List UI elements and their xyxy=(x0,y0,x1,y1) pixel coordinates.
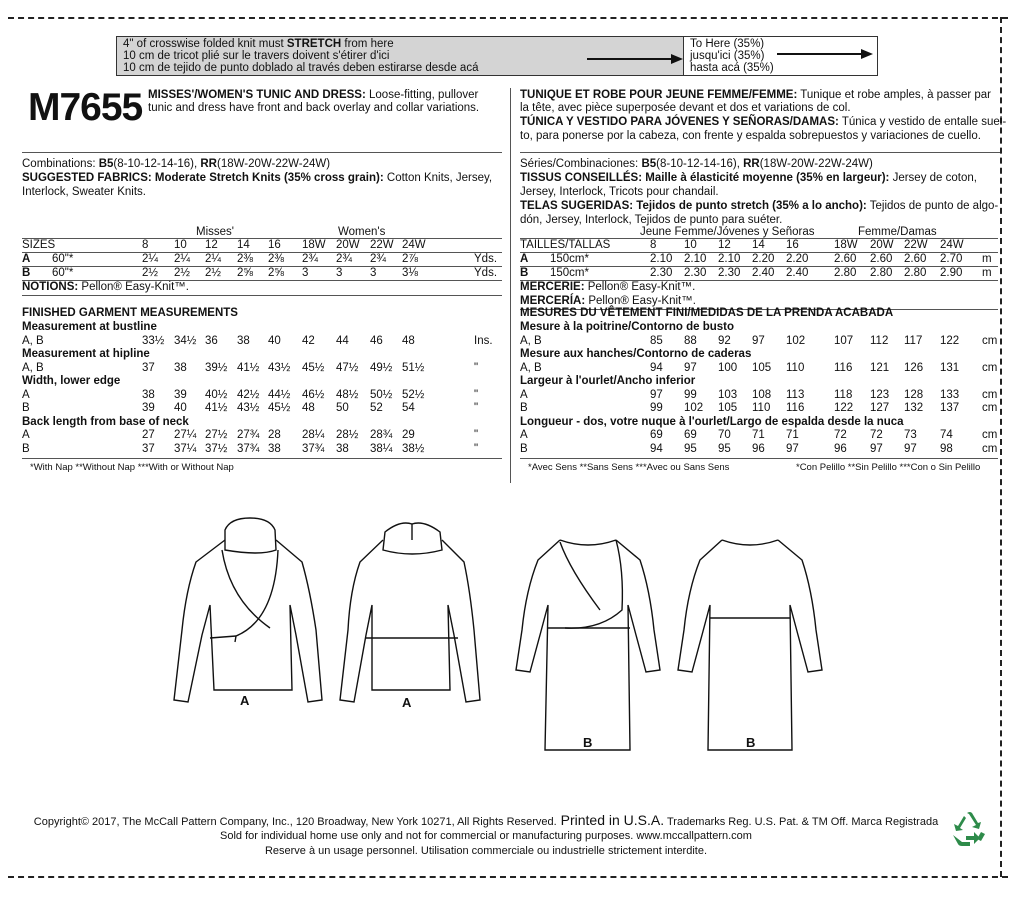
measure-cell: 112 xyxy=(870,334,889,347)
measure-cell: 94 xyxy=(650,442,663,455)
measure-cell: 52 xyxy=(370,402,383,414)
measure-cell: 118 xyxy=(834,388,853,401)
yardage-cell: 2.40 xyxy=(786,267,809,279)
title-es-line2: to, para ponerse por la cabeza, con frente y espalda sobrepuestos y variaciones de cuello. xyxy=(520,130,981,142)
measure-cell: 71 xyxy=(786,429,799,441)
yardage-cell: 2.30 xyxy=(718,267,741,279)
title-es: TÚNICA Y VESTIDO PARA JÓVENES Y SEÑORAS/DAMAS: Túnica y vestido de entalle suel- xyxy=(520,116,1007,128)
measure-view: A xyxy=(520,388,528,401)
measure-cell: 37¼ xyxy=(174,442,197,455)
stretch-gauge xyxy=(116,36,878,76)
fabrics-en: SUGGESTED FABRICS: Moderate Stretch Knits (35% cross grain): Cotton Knits, Jersey, xyxy=(22,172,493,184)
stretch-text-fr: 10 cm de tricot plié sur le travers doivent s'étirer d'ici xyxy=(123,50,390,62)
size-header: 24W xyxy=(402,239,426,251)
measure-cell: 127 xyxy=(870,402,890,414)
measure-cell: 28 xyxy=(268,429,281,441)
yardage-cell: 2.40 xyxy=(752,267,775,279)
stretch-gauge-bar xyxy=(117,37,684,75)
measure-cell: 73 xyxy=(904,429,917,441)
measure-cell: 95 xyxy=(718,442,731,455)
view-b-back-illustration xyxy=(678,540,822,750)
arrow-right-icon xyxy=(777,49,873,59)
unit-label: cm xyxy=(982,442,998,455)
size-header: 10 xyxy=(174,239,187,251)
measure-label: Measurement at bustline xyxy=(22,321,157,333)
usage-line-fr: Reserve à un usage personnel. Utilisation commerciale ou industrielle strictement interdite. xyxy=(264,845,708,857)
measure-cell: 105 xyxy=(718,402,738,414)
measure-cell: 41½ xyxy=(205,402,228,414)
stretch-text-es: 10 cm de tejido de punto doblado al través deben estirarse desde acá xyxy=(123,62,479,74)
unit-label: Ins. xyxy=(474,334,493,347)
stretch-to-es: hasta acá (35%) xyxy=(690,62,774,74)
measure-cell: 40 xyxy=(268,334,281,347)
yardage-cell: 2¾ xyxy=(370,253,386,265)
yardage-cell: 3⅛ xyxy=(402,267,418,279)
measure-cell: 102 xyxy=(684,402,704,414)
measure-cell: 29 xyxy=(402,429,415,441)
measure-cell: 28¾ xyxy=(370,429,393,441)
measure-cell: 131 xyxy=(940,361,960,374)
series: Séries/Combinaciones: B5(8-10-12-14-16), RR(18W-20W-22W-24W) xyxy=(520,158,873,170)
measure-cell: 33½ xyxy=(142,334,165,347)
measure-cell: 47½ xyxy=(336,361,359,374)
measure-cell: 98 xyxy=(940,442,953,455)
measure-label: Largeur à l'ourlet/Ancho inferior xyxy=(520,375,696,387)
yardage-cell: 2.30 xyxy=(684,267,707,279)
measure-cell: 108 xyxy=(752,388,772,401)
yardage-cell: 2.30 xyxy=(650,267,673,279)
measure-cell: 99 xyxy=(650,402,663,414)
telas-line2: dón, Jersey, Interlock, Tejidos de punto para suéter. xyxy=(520,214,783,226)
measure-label: Longueur - dos, votre nuque à l'ourlet/Largo de espalda desde la nuca xyxy=(520,415,904,428)
group-header: Women's xyxy=(338,226,386,238)
yardage-cell: 2.80 xyxy=(904,267,927,279)
stretch-text-en: 4" of crosswise folded knit must STRETCH from here xyxy=(123,38,394,50)
yardage-cell: 2.60 xyxy=(834,253,857,265)
view-label-b-front: B xyxy=(583,735,593,750)
view-label-a-front: A xyxy=(240,693,250,708)
fabric-width: 60"* xyxy=(52,267,74,279)
measure-cell: 38½ xyxy=(402,442,425,455)
yardage-cell: 2.10 xyxy=(718,253,741,265)
measure-cell: 97 xyxy=(786,442,799,455)
measure-cell: 48½ xyxy=(336,388,359,401)
fabric-width: 60"* xyxy=(52,253,74,265)
measure-cell: 37 xyxy=(142,442,155,455)
measure-cell: 96 xyxy=(752,442,765,455)
yardage-cell: 2⅞ xyxy=(402,253,418,265)
measure-cell: 37 xyxy=(142,361,155,374)
size-header: 20W xyxy=(336,239,360,251)
tissus-line2: Jersey, Interlock, Tricots pour chandail. xyxy=(520,186,719,198)
size-header: 24W xyxy=(940,239,964,251)
finished-title: FINISHED GARMENT MEASUREMENTS xyxy=(22,307,238,319)
measure-cell: 39 xyxy=(174,388,187,401)
measure-cell: 38 xyxy=(237,334,250,347)
measure-view: A, B xyxy=(520,334,542,347)
size-header: 14 xyxy=(752,239,765,251)
stretch-to-en: To Here (35%) xyxy=(690,38,765,50)
yardage-cell: 2.60 xyxy=(904,253,927,265)
measure-cell: 44½ xyxy=(268,388,291,401)
size-header: 16 xyxy=(786,239,799,251)
unit-label: Yds. xyxy=(474,267,498,279)
measure-label: Measurement at hipline xyxy=(22,348,150,360)
size-header: 18W xyxy=(834,239,858,251)
size-header: 22W xyxy=(370,239,394,251)
measure-cell: 97 xyxy=(650,388,663,401)
yardage-cell: 2.10 xyxy=(684,253,707,265)
pattern-number: M7655 xyxy=(28,86,143,129)
title-en: MISSES'/WOMEN'S TUNIC AND DRESS: Loose-fitting, pullover xyxy=(148,89,479,101)
unit-label: cm xyxy=(982,402,998,414)
measure-cell: 100 xyxy=(718,361,738,374)
measure-view: B xyxy=(520,402,528,414)
measure-view: A, B xyxy=(22,361,44,374)
unit-label: " xyxy=(474,388,479,401)
measure-cell: 116 xyxy=(834,361,853,374)
measure-cell: 38 xyxy=(174,361,187,374)
measure-cell: 122 xyxy=(940,334,960,347)
mercerie-es: MERCERÍA: Pellon® Easy-Knit™. xyxy=(520,295,696,307)
measure-cell: 69 xyxy=(650,429,663,441)
measure-cell: 50½ xyxy=(370,388,393,401)
measure-cell: 97 xyxy=(752,334,765,347)
measure-cell: 128 xyxy=(904,388,924,401)
cut-line-bottom xyxy=(8,876,1008,878)
measure-cell: 44 xyxy=(336,334,349,347)
fabric-width: 150cm* xyxy=(550,267,589,279)
measure-cell: 107 xyxy=(834,334,854,347)
title-en-line2: tunic and dress have front and back overlay and collar variations. xyxy=(148,102,480,114)
table-rule xyxy=(22,295,502,296)
table-rule xyxy=(22,266,502,267)
measure-cell: 34½ xyxy=(174,334,197,347)
measure-cell: 45½ xyxy=(268,402,291,414)
yardage-cell: 2¾ xyxy=(336,253,352,265)
measure-cell: 39 xyxy=(142,402,155,414)
yardage-cell: 2⅝ xyxy=(237,267,253,279)
sizes-label: TAILLES/TALLAS xyxy=(520,239,611,251)
yardage-cell: 3 xyxy=(336,267,343,279)
nap-note-es: *Con Pelillo **Sin Pelillo ***Con o Sin Pelillo xyxy=(796,462,981,473)
measure-view: A, B xyxy=(22,334,44,347)
divider xyxy=(22,152,502,153)
measure-cell: 40 xyxy=(174,402,187,414)
size-header: 12 xyxy=(205,239,218,251)
measure-cell: 46½ xyxy=(302,388,325,401)
yardage-cell: 2⅝ xyxy=(268,267,284,279)
measure-cell: 50 xyxy=(336,402,349,414)
view-a-front-illustration xyxy=(174,518,322,702)
measure-cell: 97 xyxy=(870,442,883,455)
measure-cell: 52½ xyxy=(402,388,425,401)
measure-cell: 42½ xyxy=(237,388,260,401)
measure-cell: 92 xyxy=(718,334,731,347)
measure-label: Mesure à la poitrine/Contorno de busto xyxy=(520,321,735,333)
measure-cell: 27¾ xyxy=(237,429,260,441)
measure-view: B xyxy=(520,442,528,455)
view-a-back-illustration xyxy=(340,523,480,702)
yardage-cell: 2.70 xyxy=(940,253,963,265)
table-rule xyxy=(520,458,998,459)
garment-illustrations xyxy=(0,510,1000,770)
measure-cell: 37¾ xyxy=(237,442,260,455)
combinations: Combinations: B5(8-10-12-14-16), RR(18W-20W-22W-24W) xyxy=(22,158,331,170)
cut-line-top xyxy=(8,17,1008,19)
group-header: Jeune Femme/Jóvenes y Señoras xyxy=(640,226,815,238)
measure-view: A xyxy=(22,388,30,401)
measure-cell: 122 xyxy=(834,402,854,414)
unit-label: " xyxy=(474,442,479,455)
view-letter: A xyxy=(520,253,529,265)
measure-cell: 103 xyxy=(718,388,738,401)
measure-cell: 88 xyxy=(684,334,697,347)
yardage-cell: 2⅜ xyxy=(268,253,284,265)
measure-cell: 36 xyxy=(205,334,218,347)
yardage-cell: 3 xyxy=(302,267,309,279)
measure-cell: 72 xyxy=(834,429,847,441)
measure-view: B xyxy=(22,442,30,455)
yardage-cell: 2¼ xyxy=(142,253,158,265)
yardage-cell: 2¼ xyxy=(205,253,221,265)
measure-cell: 37¾ xyxy=(302,442,325,455)
unit-label: Yds. xyxy=(474,253,498,265)
table-rule xyxy=(22,458,502,459)
unit-label: " xyxy=(474,402,479,414)
yardage-cell: 2½ xyxy=(174,267,190,279)
measure-view: B xyxy=(22,402,30,414)
measure-cell: 27¼ xyxy=(174,429,197,441)
view-letter: B xyxy=(520,267,529,279)
measure-cell: 43½ xyxy=(268,361,291,374)
copyright-line: Copyright© 2017, The McCall Pattern Company, Inc., 120 Broadway, New York 10271, All Rights Reserved. Printed in U.S.A. Trademarks Reg. U.S. Pat. & TM Off. Marca Registrada xyxy=(33,812,939,828)
size-header: 18W xyxy=(302,239,326,251)
nap-note-fr: *Avec Sens **Sans Sens ***Avec ou Sans Sens xyxy=(528,462,730,473)
size-header: 14 xyxy=(237,239,250,251)
size-header: 8 xyxy=(142,239,149,251)
size-header: 12 xyxy=(718,239,731,251)
yardage-cell: 2.90 xyxy=(940,267,963,279)
unit-label: cm xyxy=(982,361,998,374)
measure-label: Back length from base of neck xyxy=(22,415,189,428)
table-rule xyxy=(22,238,502,239)
group-header: Misses' xyxy=(196,226,234,238)
yardage-cell: 2⅜ xyxy=(237,253,253,265)
usage-line-en: Sold for individual home use only and not for commercial or manufacturing purposes. www.mccallpattern.com xyxy=(220,830,752,842)
title-fr-line2: la tête, avec pièce superposée devant et dos et variations de col. xyxy=(520,102,851,114)
yardage-cell: 2¼ xyxy=(174,253,190,265)
measure-cell: 38 xyxy=(336,442,349,455)
fabrics-en-line2: Interlock, Sweater Knits. xyxy=(22,186,146,198)
unit-label: m xyxy=(982,267,992,279)
view-b-front-illustration xyxy=(516,540,660,750)
measure-view: A xyxy=(22,429,30,441)
measure-label: Mesure aux hanches/Contorno de caderas xyxy=(520,348,752,360)
yardage-cell: 3 xyxy=(370,267,377,279)
measure-cell: 72 xyxy=(870,429,883,441)
measure-cell: 123 xyxy=(870,388,890,401)
yardage-cell: 2¾ xyxy=(302,253,318,265)
measure-cell: 94 xyxy=(650,361,663,374)
finished-title: MESURES DU VÊTEMENT FINI/MEDIDAS DE LA PRENDA ACABADA xyxy=(520,307,894,319)
size-header: 22W xyxy=(904,239,928,251)
measure-cell: 48 xyxy=(402,334,415,347)
column-divider xyxy=(510,88,511,483)
measure-cell: 27½ xyxy=(205,429,228,441)
cut-line-right xyxy=(1000,17,1002,877)
stretch-to-fr: jusqu'ici (35%) xyxy=(690,50,765,62)
nap-note: *With Nap **Without Nap ***With or Without Nap xyxy=(30,462,234,473)
table-rule xyxy=(22,252,502,253)
measure-cell: 95 xyxy=(684,442,697,455)
measure-cell: 42 xyxy=(302,334,315,347)
measure-cell: 110 xyxy=(752,402,771,414)
measure-cell: 99 xyxy=(684,388,697,401)
measure-cell: 28½ xyxy=(336,429,359,441)
unit-label: " xyxy=(474,361,479,374)
yardage-cell: 2.80 xyxy=(834,267,857,279)
measure-cell: 38¼ xyxy=(370,442,393,455)
measure-cell: 45½ xyxy=(302,361,325,374)
mercerie-fr: MERCERIE: Pellon® Easy-Knit™. xyxy=(520,281,696,293)
sizes-label: SIZES xyxy=(22,239,56,251)
measure-cell: 49½ xyxy=(370,361,393,374)
size-header: 20W xyxy=(870,239,894,251)
measure-cell: 105 xyxy=(752,361,772,374)
arrow-right-icon xyxy=(587,54,683,64)
measure-cell: 96 xyxy=(834,442,847,455)
measure-cell: 69 xyxy=(684,429,697,441)
measure-cell: 137 xyxy=(940,402,960,414)
telas: TELAS SUGERIDAS: Tejidos de punto stretch (35% a lo ancho): Tejidos de punto de algo- xyxy=(520,200,999,212)
measure-cell: 121 xyxy=(870,361,890,374)
notions: NOTIONS: Pellon® Easy-Knit™. xyxy=(22,281,189,293)
view-label-a-back: A xyxy=(402,695,412,710)
yardage-cell: 2.80 xyxy=(870,267,893,279)
measure-cell: 97 xyxy=(904,442,917,455)
measure-cell: 41½ xyxy=(237,361,260,374)
tissus: TISSUS CONSEILLÉS: Maille à élasticité moyenne (35% en largeur): Jersey de coton, xyxy=(520,172,977,184)
unit-label: cm xyxy=(982,429,998,441)
measure-cell: 102 xyxy=(786,334,806,347)
recycle-icon xyxy=(950,812,988,848)
measure-cell: 37½ xyxy=(205,442,228,455)
measure-cell: 70 xyxy=(718,429,731,441)
view-letter: A xyxy=(22,253,31,265)
measure-cell: 46 xyxy=(370,334,383,347)
size-header: 16 xyxy=(268,239,281,251)
measure-cell: 38 xyxy=(268,442,281,455)
measure-cell: 54 xyxy=(402,402,415,414)
measure-cell: 51½ xyxy=(402,361,425,374)
yardage-cell: 2.20 xyxy=(786,253,809,265)
measure-view: A xyxy=(520,429,528,441)
measure-cell: 117 xyxy=(904,334,923,347)
view-letter: B xyxy=(22,267,31,279)
size-header: 10 xyxy=(684,239,697,251)
measure-cell: 43½ xyxy=(237,402,260,414)
view-label-b-back: B xyxy=(746,735,756,750)
measure-cell: 27 xyxy=(142,429,155,441)
measure-cell: 28¼ xyxy=(302,429,325,441)
measure-cell: 48 xyxy=(302,402,315,414)
measure-label: Width, lower edge xyxy=(22,375,121,387)
measure-cell: 39½ xyxy=(205,361,228,374)
size-header: 8 xyxy=(650,239,657,251)
yardage-cell: 2.60 xyxy=(870,253,893,265)
unit-label: " xyxy=(474,429,479,441)
yardage-cell: 2½ xyxy=(142,267,158,279)
yardage-cell: 2½ xyxy=(205,267,221,279)
measure-cell: 97 xyxy=(684,361,697,374)
measure-cell: 74 xyxy=(940,429,953,441)
measure-cell: 38 xyxy=(142,388,155,401)
title-fr: TUNIQUE ET ROBE POUR JEUNE FEMME/FEMME: Tunique et robe amples, à passer par xyxy=(520,89,991,101)
fabric-width: 150cm* xyxy=(550,253,589,265)
unit-label: m xyxy=(982,253,992,265)
measure-cell: 116 xyxy=(786,402,805,414)
yardage-cell: 2.20 xyxy=(752,253,775,265)
measure-view: A, B xyxy=(520,361,542,374)
group-header: Femme/Damas xyxy=(858,226,937,238)
unit-label: cm xyxy=(982,334,998,347)
measure-cell: 110 xyxy=(786,361,805,374)
unit-label: cm xyxy=(982,388,998,401)
measure-cell: 133 xyxy=(940,388,960,401)
measure-cell: 40½ xyxy=(205,388,228,401)
measure-cell: 71 xyxy=(752,429,765,441)
measure-cell: 126 xyxy=(904,361,924,374)
measure-cell: 132 xyxy=(904,402,924,414)
divider xyxy=(520,152,1000,153)
measure-cell: 85 xyxy=(650,334,663,347)
yardage-cell: 2.10 xyxy=(650,253,673,265)
measure-cell: 113 xyxy=(786,388,805,401)
